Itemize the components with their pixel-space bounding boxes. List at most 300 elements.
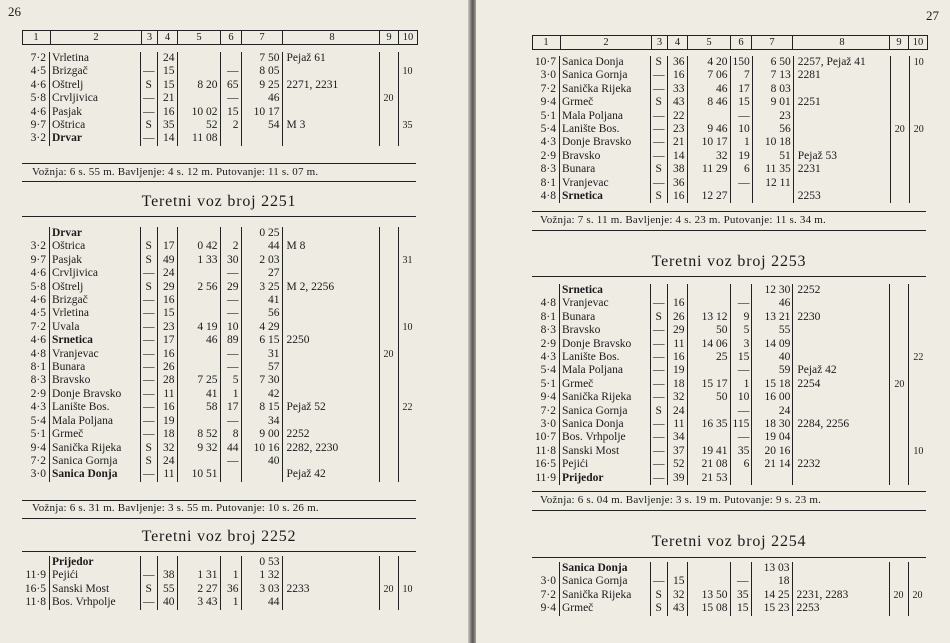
note-cell: M 8 <box>282 240 379 253</box>
departure-cell: 16 00 <box>752 391 793 404</box>
service-cell: — <box>651 458 668 471</box>
stop-cell: 10 <box>730 123 752 136</box>
note-cell <box>282 132 379 145</box>
stop-cell: 8 <box>220 428 241 441</box>
arrival-cell <box>177 455 220 468</box>
km-cell: 4·6 <box>30 105 46 118</box>
timetable-row <box>532 190 928 203</box>
minutes-cell: 26 <box>157 361 177 374</box>
minutes-cell: 32 <box>667 589 687 602</box>
departure-cell: 13 03 <box>751 562 792 575</box>
column-header: 6 <box>731 36 752 50</box>
timetable-row <box>532 431 927 444</box>
stop-cell: — <box>220 415 241 428</box>
minutes-cell: 15 <box>157 65 177 78</box>
col9-cell <box>379 374 398 387</box>
departure-cell: 40 <box>752 351 793 364</box>
timetable-2254 <box>532 562 927 616</box>
minutes-cell: 16 <box>667 69 687 82</box>
col10-cell <box>398 468 417 481</box>
col10-cell <box>909 311 928 324</box>
minutes-cell: 17 <box>157 334 177 347</box>
col9-cell <box>379 240 398 253</box>
station-cell: Donje Bravsko <box>560 338 651 351</box>
col9-cell <box>890 56 909 69</box>
arrival-cell: 21 08 <box>687 458 730 471</box>
arrival-cell: 13 50 <box>687 589 730 602</box>
col9-cell <box>379 294 398 307</box>
arrival-cell <box>177 348 220 361</box>
timetable-row <box>532 163 928 176</box>
km-cell: 7·2 <box>30 52 46 64</box>
station-cell: Grmeč <box>560 602 651 615</box>
minutes-cell: 32 <box>157 442 177 455</box>
col9-cell <box>890 190 909 203</box>
arrival-cell <box>687 177 730 190</box>
station-cell: Donje Bravsko <box>50 388 141 401</box>
stop-cell: 19 <box>730 150 752 163</box>
train-title-2252: Teretni voz broj 2252 <box>141 528 297 545</box>
column-header: 9 <box>380 31 399 45</box>
stop-cell: 6 <box>730 458 752 471</box>
departure-cell: 6 50 <box>752 56 793 69</box>
service-cell: — <box>141 415 158 428</box>
km-cell: 5·1 <box>30 428 46 441</box>
arrival-cell: 58 <box>177 401 220 414</box>
note-cell <box>793 338 890 351</box>
timetable-row <box>22 401 417 414</box>
column-header: 6 <box>221 31 242 45</box>
timetable-row <box>532 69 928 82</box>
service-cell: S <box>141 254 158 267</box>
minutes-cell: 11 <box>157 468 177 481</box>
col9-cell <box>379 106 398 119</box>
km-cell: 3·0 <box>30 468 46 481</box>
minutes-cell: 14 <box>157 132 177 145</box>
summary-2251: Vožnja: 6 s. 31 m. Bavljenje: 3 s. 55 m. Putovanje: 10 s. 26 m. <box>32 502 319 514</box>
note-cell <box>282 92 379 105</box>
col10-cell <box>398 374 417 387</box>
col9-cell <box>379 428 398 441</box>
km-cell: 2·9 <box>540 149 556 162</box>
timetable-row <box>532 364 927 377</box>
stop-cell: — <box>220 65 241 78</box>
station-cell: Sanica Gornja <box>560 69 651 82</box>
station-cell: Oštrica <box>50 119 141 132</box>
minutes-cell: 11 <box>667 338 687 351</box>
service-cell: — <box>141 321 158 334</box>
divider <box>22 518 416 519</box>
col9-cell <box>379 334 398 347</box>
timetable-row <box>532 405 927 418</box>
km-cell: 4·3 <box>540 136 556 149</box>
departure-cell: 13 21 <box>752 311 793 324</box>
service-cell: — <box>141 428 158 441</box>
note-cell: Pejaž 42 <box>282 468 379 481</box>
col9-cell <box>379 569 398 582</box>
arrival-cell: 8 20 <box>177 79 220 92</box>
minutes-cell: 26 <box>667 311 687 324</box>
col10-cell <box>908 575 927 588</box>
col9-cell <box>379 254 398 267</box>
col10-cell <box>909 297 928 310</box>
km-cell: 9·4 <box>540 391 556 404</box>
minutes-cell <box>157 556 177 569</box>
page-number-right: 27 <box>926 8 939 23</box>
timetable-row <box>22 119 417 132</box>
minutes-cell: 38 <box>667 163 687 176</box>
timetable-row <box>532 311 927 324</box>
arrival-cell: 46 <box>687 83 730 96</box>
service-cell: — <box>651 324 668 337</box>
column-header: 5 <box>688 36 731 50</box>
service-cell: — <box>141 106 158 119</box>
departure-cell: 0 25 <box>241 227 282 240</box>
note-cell <box>282 307 379 320</box>
service-cell: — <box>141 132 158 145</box>
station-cell: Vranjevac <box>50 348 141 361</box>
train-title-2251: Teretni voz broj 2251 <box>141 193 297 210</box>
divider <box>22 181 416 182</box>
service-cell: — <box>141 569 158 582</box>
km-cell: 5·8 <box>30 280 46 293</box>
station-cell: Vrletina <box>50 307 141 320</box>
stop-cell: 29 <box>220 281 241 294</box>
col10-cell <box>398 92 417 105</box>
col10-cell: 20 <box>908 589 927 602</box>
service-cell: — <box>651 136 668 149</box>
stop-cell: 115 <box>730 418 752 431</box>
note-cell: 2254 <box>793 378 890 391</box>
timetable-row <box>22 321 417 334</box>
departure-cell: 21 14 <box>752 458 793 471</box>
stop-cell: — <box>220 307 241 320</box>
departure-cell: 10 17 <box>241 106 282 119</box>
arrival-cell: 19 41 <box>687 445 730 458</box>
station-cell: Oštrica <box>50 240 141 253</box>
station-cell: Oštrelj <box>50 79 141 92</box>
arrival-cell: 10 51 <box>177 468 220 481</box>
timetable-row <box>532 391 927 404</box>
col10-cell: 10 <box>909 56 928 69</box>
timetable-row <box>22 348 417 361</box>
arrival-cell: 7 06 <box>687 69 730 82</box>
timetable-row <box>532 575 927 588</box>
km-cell: 7·2 <box>540 82 556 95</box>
col9-cell <box>890 418 909 431</box>
stop-cell <box>730 284 752 297</box>
service-cell: S <box>141 442 158 455</box>
note-cell <box>793 391 890 404</box>
minutes-cell: 37 <box>667 445 687 458</box>
station-cell: Drvar <box>50 132 141 145</box>
col10-cell: 22 <box>398 401 417 414</box>
timetable-row <box>22 468 417 481</box>
column-header: 1 <box>23 31 51 45</box>
col9-cell <box>379 468 398 481</box>
minutes-cell: 16 <box>667 351 687 364</box>
note-cell <box>282 556 379 569</box>
stop-cell: 5 <box>220 374 241 387</box>
timetable-row <box>532 110 928 123</box>
station-cell: Vranjevac <box>560 297 651 310</box>
col9-cell: 20 <box>379 583 398 596</box>
arrival-cell <box>687 297 730 310</box>
service-cell: — <box>651 123 668 136</box>
divider <box>532 491 926 492</box>
col9-cell <box>890 472 909 485</box>
note-cell <box>793 405 890 418</box>
minutes-cell: 55 <box>157 583 177 596</box>
minutes-cell: 19 <box>157 415 177 428</box>
arrival-cell: 11 08 <box>177 132 220 145</box>
service-cell: — <box>141 596 158 609</box>
divider <box>532 230 926 231</box>
note-cell: M 2, 2256 <box>282 281 379 294</box>
station-cell: Sanička Rijeka <box>50 442 141 455</box>
departure-cell <box>752 190 793 203</box>
departure-cell: 46 <box>752 297 793 310</box>
service-cell: — <box>651 351 668 364</box>
timetable-row <box>22 556 417 569</box>
stop-cell: 7 <box>730 69 752 82</box>
arrival-cell: 2 27 <box>177 583 220 596</box>
note-cell: Pejaž 61 <box>282 52 379 65</box>
timetable-row <box>532 56 928 69</box>
service-cell <box>651 284 668 297</box>
col9-cell <box>889 602 908 615</box>
km-cell: 11·8 <box>535 444 556 457</box>
timetable-row <box>22 92 417 105</box>
col9-cell <box>890 69 909 82</box>
km-cell: 4·3 <box>30 401 46 414</box>
station-cell: Prijedor <box>560 472 651 485</box>
timetable-row <box>532 136 928 149</box>
note-cell <box>282 65 379 78</box>
departure-cell: 15 18 <box>752 378 793 391</box>
departure-cell: 56 <box>241 307 282 320</box>
departure-cell: 12 30 <box>752 284 793 297</box>
station-cell: Crvljivica <box>50 267 141 280</box>
col9-cell: 20 <box>889 589 908 602</box>
stop-cell: 1 <box>220 388 241 401</box>
note-cell <box>793 110 890 123</box>
km-cell: 3·0 <box>540 418 556 431</box>
service-cell: — <box>651 297 668 310</box>
km-cell <box>532 284 560 297</box>
station-cell: Lanište Bos. <box>50 401 141 414</box>
arrival-cell: 10 17 <box>687 136 730 149</box>
note-cell <box>282 106 379 119</box>
departure-cell: 24 <box>752 405 793 418</box>
col10-cell <box>909 338 928 351</box>
timetable-left-top <box>22 52 417 146</box>
service-cell: — <box>651 150 668 163</box>
service-cell <box>141 227 158 240</box>
divider <box>22 551 416 552</box>
col9-cell: 20 <box>379 92 398 105</box>
minutes-cell: 16 <box>157 106 177 119</box>
station-cell: Grmeč <box>560 378 651 391</box>
departure-cell: 8 05 <box>241 65 282 78</box>
col10-cell <box>909 177 928 190</box>
column-header: 8 <box>283 31 380 45</box>
timetable-row <box>22 294 417 307</box>
km-cell: 5·8 <box>30 92 46 105</box>
col9-cell <box>379 361 398 374</box>
arrival-cell <box>687 364 730 377</box>
arrival-cell: 4 20 <box>687 56 730 69</box>
station-cell: Pasjak <box>50 254 141 267</box>
col10-cell <box>909 69 928 82</box>
note-cell <box>282 254 379 267</box>
service-cell: — <box>651 338 668 351</box>
departure-cell: 54 <box>241 119 282 132</box>
divider <box>532 510 926 511</box>
arrival-cell <box>177 556 220 569</box>
service-cell: S <box>651 311 668 324</box>
col10-cell <box>909 96 928 109</box>
minutes-cell: 23 <box>667 123 687 136</box>
note-cell: 2250 <box>282 334 379 347</box>
arrival-cell <box>687 431 730 444</box>
minutes-cell: 16 <box>157 294 177 307</box>
departure-cell: 42 <box>241 388 282 401</box>
station-cell: Brizgač <box>50 65 141 78</box>
col10-cell: 10 <box>909 445 928 458</box>
station-cell: Sanski Most <box>560 445 651 458</box>
column-header: 10 <box>399 31 418 45</box>
km-cell: 4·6 <box>30 294 46 307</box>
minutes-cell: 14 <box>667 150 687 163</box>
timetable-row <box>532 378 927 391</box>
col9-cell <box>379 227 398 240</box>
km-cell: 8·1 <box>30 361 46 374</box>
minutes-cell: 36 <box>667 56 687 69</box>
service-cell: — <box>651 364 668 377</box>
km-cell: 5·4 <box>30 414 46 427</box>
station-cell: Grmeč <box>50 428 141 441</box>
arrival-cell <box>177 294 220 307</box>
col9-cell <box>379 596 398 609</box>
minutes-cell: 35 <box>157 119 177 132</box>
km-cell: 8·3 <box>540 163 556 176</box>
departure-cell: 10 18 <box>752 136 793 149</box>
service-cell: — <box>651 69 668 82</box>
station-cell: Sanica Gornja <box>560 575 651 588</box>
col9-cell <box>379 442 398 455</box>
service-cell: — <box>651 110 668 123</box>
stop-cell: 17 <box>730 83 752 96</box>
stop-cell: — <box>220 267 241 280</box>
stop-cell: 6 <box>730 163 752 176</box>
stop-cell <box>220 556 241 569</box>
timetable-row <box>22 361 417 374</box>
stop-cell: 2 <box>220 119 241 132</box>
column-header: 3 <box>652 36 668 50</box>
departure-cell: 18 <box>751 575 792 588</box>
timetable-row <box>22 240 417 253</box>
service-cell: — <box>651 418 668 431</box>
station-cell: Sanica Gornja <box>560 405 651 418</box>
divider <box>22 163 416 164</box>
note-cell: Pejaž 53 <box>793 150 890 163</box>
arrival-cell <box>177 92 220 105</box>
timetable-row <box>532 351 927 364</box>
departure-cell: 34 <box>241 415 282 428</box>
stop-cell: 89 <box>220 334 241 347</box>
col9-cell <box>890 324 909 337</box>
station-cell: Bunara <box>560 163 651 176</box>
note-cell: 2257, Pejaž 41 <box>793 56 890 69</box>
note-cell: 2252 <box>282 428 379 441</box>
note-cell: Pejaž 52 <box>282 401 379 414</box>
stop-cell <box>220 468 241 481</box>
col10-cell <box>398 361 417 374</box>
timetable-row <box>22 428 417 441</box>
arrival-cell: 1 31 <box>177 569 220 582</box>
station-cell: Lanište Bos. <box>560 123 651 136</box>
service-cell: S <box>651 589 668 602</box>
station-cell: Sanička Rijeka <box>560 391 651 404</box>
departure-cell <box>752 472 793 485</box>
col9-cell <box>890 96 909 109</box>
minutes-cell: 29 <box>157 281 177 294</box>
station-cell: Vranjevac <box>560 177 651 190</box>
col10-cell <box>909 391 928 404</box>
column-header: 3 <box>142 31 158 45</box>
service-cell: S <box>141 281 158 294</box>
col9-cell <box>890 391 909 404</box>
arrival-cell: 11 29 <box>687 163 730 176</box>
km-cell: 5·4 <box>540 364 556 377</box>
col10-cell <box>909 378 928 391</box>
stop-cell: 17 <box>220 401 241 414</box>
arrival-cell <box>687 575 730 588</box>
km-cell: 4·3 <box>540 351 556 364</box>
service-cell: — <box>141 468 158 481</box>
arrival-cell: 1 33 <box>177 254 220 267</box>
stop-cell: 44 <box>220 442 241 455</box>
col10-cell <box>909 110 928 123</box>
minutes-cell: 17 <box>157 240 177 253</box>
col10-cell <box>909 364 928 377</box>
arrival-cell <box>687 405 730 418</box>
station-cell: Sanica Donja <box>560 418 651 431</box>
col9-cell: 20 <box>379 348 398 361</box>
header-row-right <box>532 35 928 50</box>
note-cell: 2282, 2230 <box>282 442 379 455</box>
station-cell: Bos. Vrhpolje <box>560 431 651 444</box>
col10-cell <box>398 388 417 401</box>
departure-cell: 6 15 <box>241 334 282 347</box>
departure-cell: 7 13 <box>752 69 793 82</box>
station-cell: Lanište Bos. <box>560 351 651 364</box>
arrival-cell: 15 17 <box>687 378 730 391</box>
note-cell: 2233 <box>282 583 379 596</box>
km-cell: 9·4 <box>30 441 46 454</box>
col9-cell <box>890 458 909 471</box>
station-cell: Bravsko <box>560 150 651 163</box>
timetable-row <box>22 132 417 145</box>
stop-cell: 15 <box>730 351 752 364</box>
note-cell <box>282 374 379 387</box>
departure-cell: 11 35 <box>752 163 793 176</box>
col10-cell: 10 <box>398 583 417 596</box>
arrival-cell <box>177 361 220 374</box>
minutes-cell: 39 <box>667 472 687 485</box>
station-cell: Bravsko <box>560 324 651 337</box>
